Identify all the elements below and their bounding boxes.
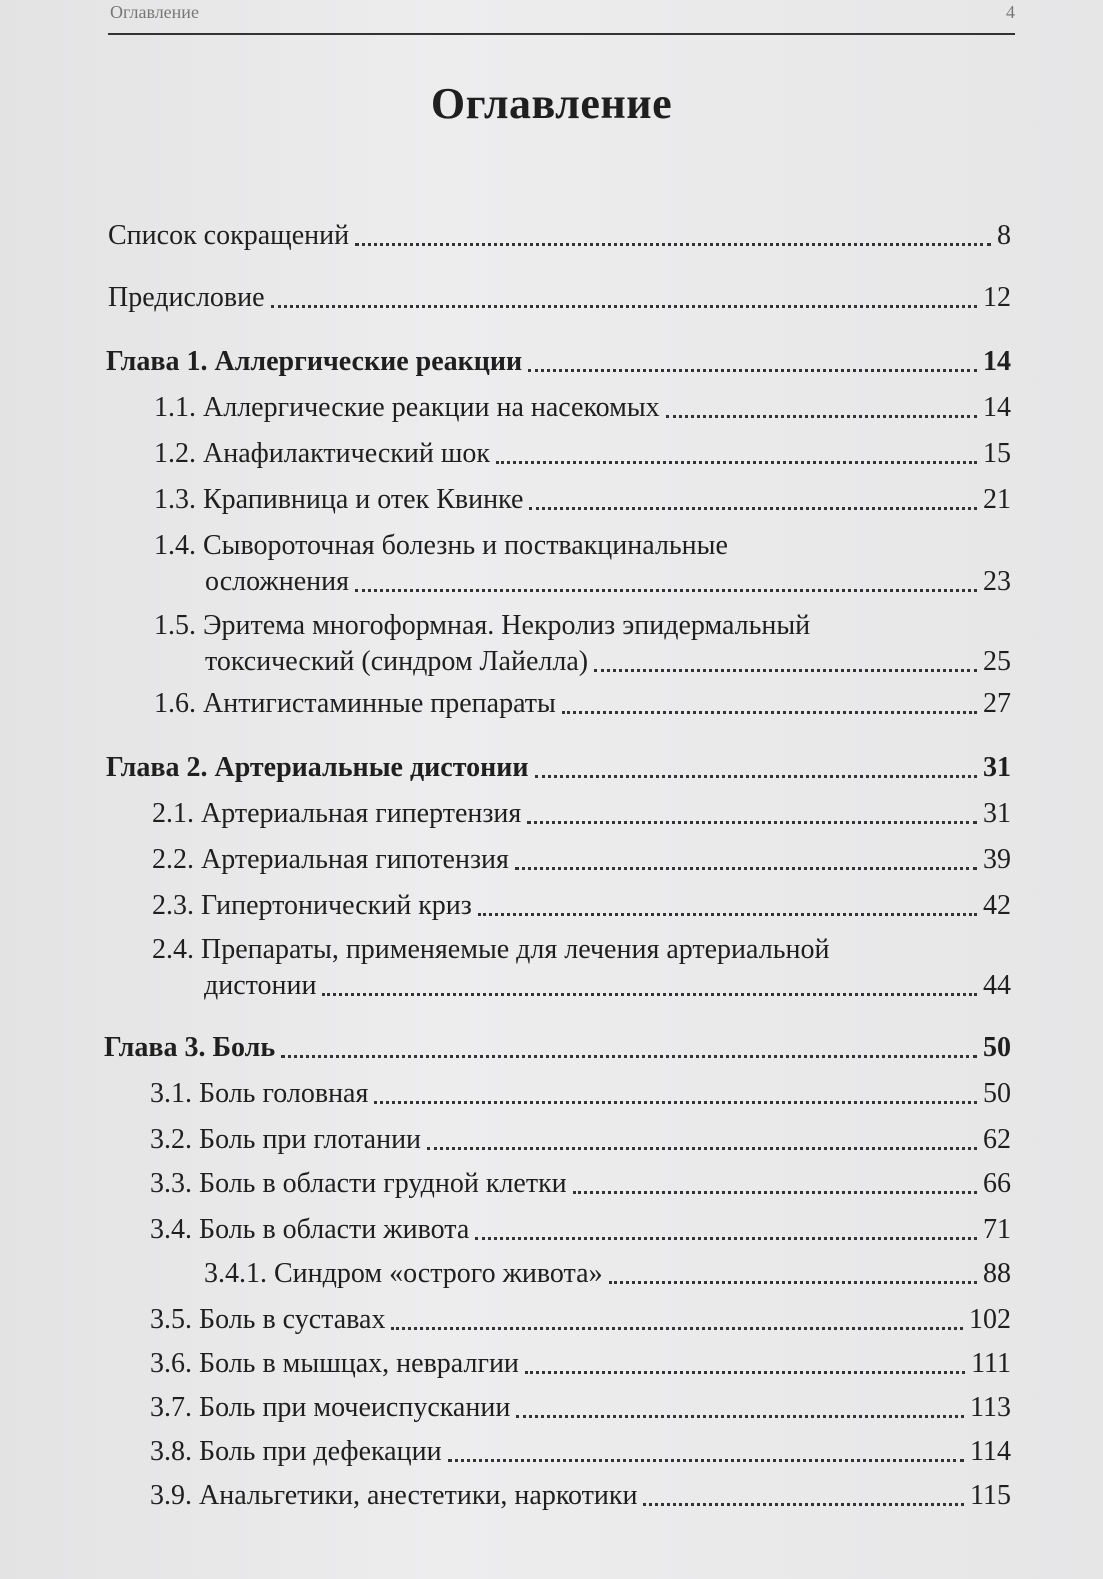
toc-entry-label: 1.1. Аллергические реакции на насекомых <box>154 392 660 423</box>
toc-entry <box>150 1434 1011 1470</box>
dot-leader <box>562 711 977 714</box>
dot-leader <box>427 1147 977 1150</box>
toc-entry <box>150 1166 1011 1202</box>
dot-leader <box>281 1055 977 1058</box>
toc-chapter <box>106 344 1011 380</box>
toc-entry-label: 1.2. Анафилактический шок <box>154 438 490 469</box>
toc-entry-label: 3.3. Боль в области грудной клетки <box>150 1168 567 1199</box>
toc-entry <box>154 436 1011 472</box>
toc-entry-page: 14 <box>983 346 1011 377</box>
page-number: 4 <box>1006 2 1015 22</box>
toc-entry-page: 111 <box>971 1348 1011 1379</box>
toc-entry-page: 66 <box>983 1168 1011 1199</box>
dot-leader <box>322 993 977 996</box>
toc-entry-page: 113 <box>970 1392 1011 1423</box>
running-head: Оглавление <box>110 2 199 22</box>
toc-entry-page: 31 <box>983 798 1011 829</box>
toc-entry-label: Предисловие <box>108 282 265 313</box>
toc-entry <box>154 390 1011 426</box>
toc-entry-page: 50 <box>983 1078 1011 1109</box>
dot-leader <box>478 913 977 916</box>
toc-entry-label: осложнения <box>205 566 350 597</box>
dot-leader <box>516 1415 964 1418</box>
toc-entry-label: 3.9. Анальгетики, анестетики, наркотики <box>150 1480 638 1511</box>
toc-entry-label: токсический (синдром Лайелла) <box>205 646 589 677</box>
toc-entry <box>204 1256 1011 1292</box>
toc-entry-page: 71 <box>983 1214 1011 1245</box>
toc-entry <box>205 564 1011 600</box>
toc-entry-label: Список сокращений <box>108 220 350 251</box>
toc-entry <box>150 1302 1011 1338</box>
toc-entry <box>152 796 1011 832</box>
toc-entry-label: 3.7. Боль при мочеиспускании <box>150 1392 511 1423</box>
toc-entry-page: 23 <box>983 566 1011 597</box>
toc-entry-page: 25 <box>983 646 1011 677</box>
toc-entry-label: 3.6. Боль в мышцах, невралгии <box>150 1348 519 1379</box>
toc-entry <box>108 218 1011 254</box>
toc-chapter-label: Глава 1. Аллергические реакции <box>106 346 523 377</box>
toc-entry-page: 8 <box>997 220 1011 251</box>
toc-entry-page: 12 <box>983 282 1011 313</box>
toc-entry-label: 3.8. Боль при дефекации <box>150 1436 442 1467</box>
dot-leader <box>643 1503 964 1506</box>
toc-entry-page: 27 <box>983 688 1011 719</box>
toc-chapter <box>104 1030 1011 1066</box>
dot-leader <box>594 669 977 672</box>
dot-leader <box>529 507 977 510</box>
toc-entry <box>204 968 1011 1004</box>
toc-entry-page: 39 <box>983 844 1011 875</box>
toc-entry-page: 62 <box>983 1124 1011 1155</box>
toc-entry-page: 115 <box>970 1480 1011 1511</box>
toc-entry <box>150 1122 1011 1158</box>
dot-leader <box>391 1327 963 1330</box>
dot-leader <box>528 369 977 372</box>
dot-leader <box>271 305 977 308</box>
toc-entry <box>154 686 1011 722</box>
toc-entry-page: 14 <box>983 392 1011 423</box>
toc-entry-page: 102 <box>969 1304 1011 1335</box>
toc-entry <box>205 644 1011 680</box>
toc-entry-page: 15 <box>983 438 1011 469</box>
toc-entry-page: 88 <box>983 1258 1011 1289</box>
toc-entry-page: 21 <box>983 484 1011 515</box>
toc-entry-label: 2.3. Гипертонический криз <box>152 890 472 921</box>
page-title: Оглавление <box>430 79 673 128</box>
toc-entry <box>150 1478 1011 1514</box>
dot-leader <box>374 1101 977 1104</box>
toc-entry-page: 50 <box>983 1032 1011 1063</box>
dot-leader <box>515 867 977 870</box>
toc-entry-label: дистонии <box>204 970 317 1001</box>
toc-entry <box>150 1212 1011 1248</box>
toc-entry-label: 3.1. Боль головная <box>150 1078 369 1109</box>
toc-entry-page: 44 <box>983 970 1011 1001</box>
toc-entry-label: 2.1. Артериальная гипертензия <box>152 798 522 829</box>
toc-entry-label: 1.3. Крапивница и отек Квинке <box>154 484 524 515</box>
toc-entry-label: 1.6. Антигистаминные препараты <box>154 688 556 719</box>
dot-leader <box>609 1281 977 1284</box>
toc-entry-label: 3.2. Боль при глотании <box>150 1124 422 1155</box>
toc-chapter-label: Глава 3. Боль <box>104 1032 276 1063</box>
toc-entry-label: 2.2. Артериальная гипотензия <box>152 844 509 875</box>
toc-entry-label: 3.4.1. Синдром «острого живота» <box>204 1258 603 1289</box>
dot-leader <box>355 243 991 246</box>
toc-chapter <box>106 750 1011 786</box>
toc-chapter-label: Глава 2. Артериальные дистонии <box>106 752 529 783</box>
dot-leader <box>525 1371 965 1374</box>
toc-entry <box>152 888 1011 924</box>
toc-entry-line1: 2.4. Препараты, применяемые для лечения артериальной <box>152 934 830 965</box>
toc-entry <box>150 1390 1011 1426</box>
header-rule <box>108 33 1015 35</box>
dot-leader <box>475 1237 977 1240</box>
toc-entry-label: 3.4. Боль в области живота <box>150 1214 470 1245</box>
toc-entry-page: 31 <box>983 752 1011 783</box>
toc-entry-page: 42 <box>983 890 1011 921</box>
dot-leader <box>535 775 978 778</box>
toc-entry-label: 3.5. Боль в суставах <box>150 1304 386 1335</box>
toc-entry <box>108 280 1011 316</box>
toc-entry-line1: 1.4. Сывороточная болезнь и поствакцинальные <box>154 530 728 561</box>
dot-leader <box>448 1459 964 1462</box>
dot-leader <box>496 461 977 464</box>
toc-entry <box>152 842 1011 878</box>
dot-leader <box>527 821 977 824</box>
toc-entry <box>154 482 1011 518</box>
toc-entry <box>150 1076 1011 1112</box>
dot-leader <box>573 1191 977 1194</box>
toc-entry-line1: 1.5. Эритема многоформная. Некролиз эпидермальный <box>154 610 811 641</box>
toc-entry-page: 114 <box>970 1436 1011 1467</box>
toc-entry <box>150 1346 1011 1382</box>
dot-leader <box>666 415 977 418</box>
dot-leader <box>355 589 977 592</box>
